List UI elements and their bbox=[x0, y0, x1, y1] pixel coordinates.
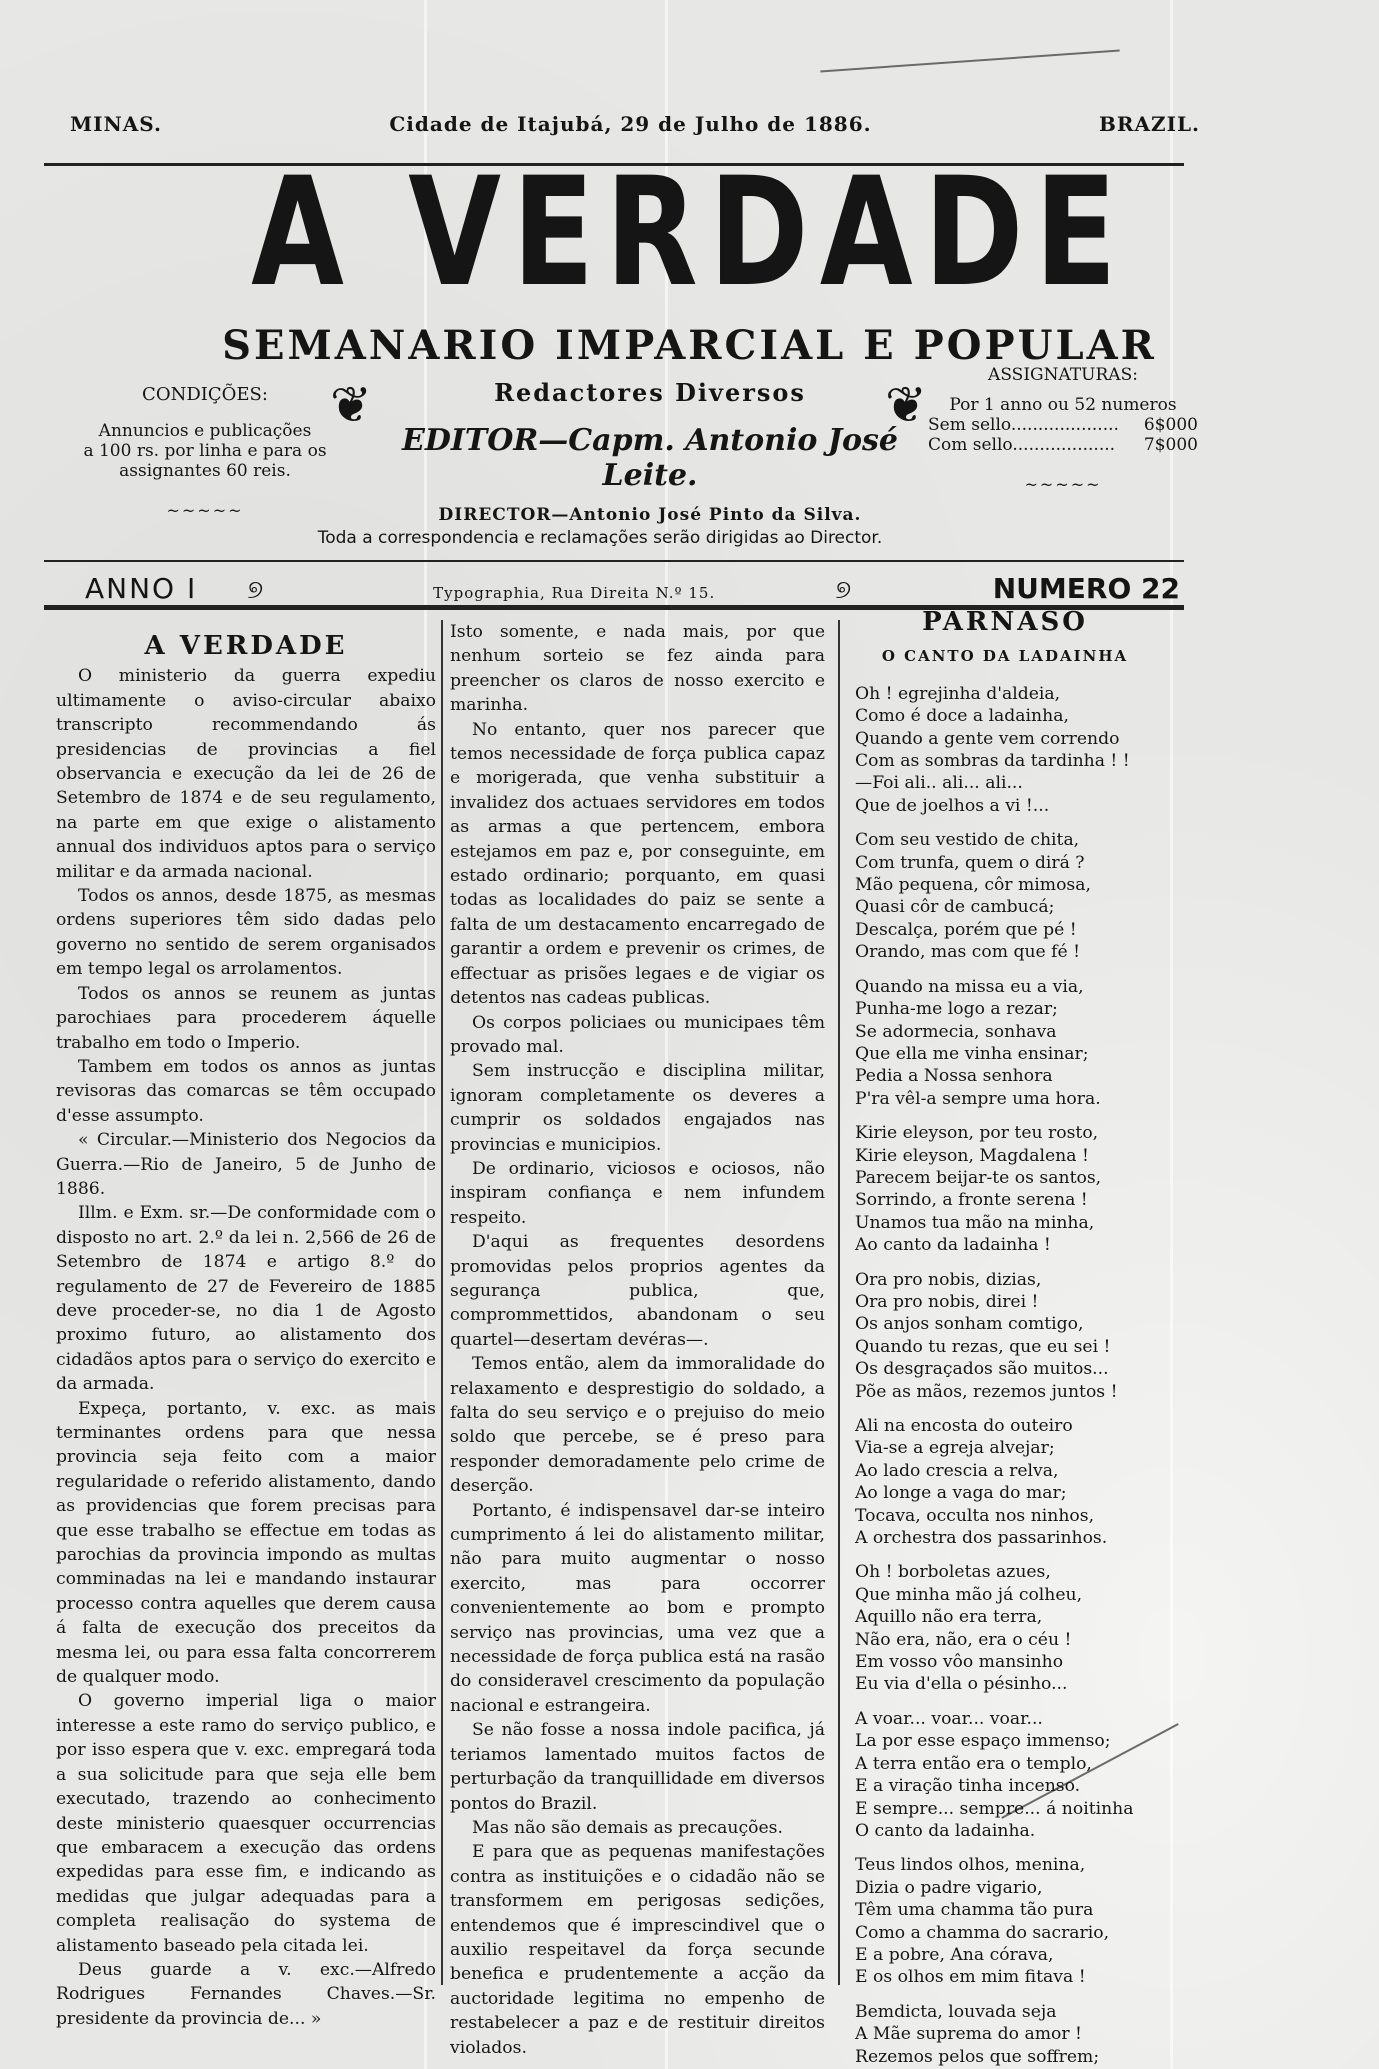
typography-address: Typographia, Rua Direita N.º 15. bbox=[433, 584, 716, 602]
subscription-row bbox=[928, 435, 1198, 455]
dateline bbox=[70, 112, 1200, 136]
conditions-line: assignantes 60 reis. bbox=[119, 461, 291, 481]
poem-line: A Mãe suprema do amor ! bbox=[855, 2024, 1082, 2045]
issue-bar bbox=[85, 572, 1180, 606]
poem-line: Oh ! borboletas azues, bbox=[855, 1562, 1051, 1583]
poem-line: Ora pro nobis, dizias, bbox=[855, 1269, 1042, 1290]
poem-line: E a pobre, Ana córava, bbox=[855, 1944, 1054, 1965]
article-paragraph: No entanto, quer nos parecer que temos necessidade de força publica capaz e morigerada, que venha substituir a invalidez dos actuaes servidores em todos as armas a que pertencem, embora estejamos em paz e, por conseguinte, em estado ordinario; porquanto, em quasi todas as localidades do paiz se sente a falta de um destacamento encarregado de garantir a ordem e prevenir os crimes, de effectuar as prisões legaes e de vigiar os detentos nas cadeas publicas. bbox=[450, 719, 825, 1009]
article-paragraph: Deus guarde a v. exc.—Alfredo Rodrigues Fernandes Chaves.—Sr. presidente da provincia de... » bbox=[56, 1959, 436, 2029]
subscriptions-block bbox=[928, 365, 1198, 495]
poem-stanza bbox=[855, 1561, 1155, 1695]
correspondence-notice: Toda a correspondencia e reclamações serão dirigidas ao Director. bbox=[317, 528, 883, 548]
poem-line: Se adormecia, sonhava bbox=[855, 1021, 1057, 1042]
poem-line: A orchestra dos passarinhos. bbox=[855, 1528, 1108, 1549]
poem-line: Sorrindo, a fronte serena ! bbox=[855, 1190, 1088, 1211]
dateline-left: MINAS. bbox=[70, 112, 162, 136]
poem-line: Kirie eleyson, por teu rosto, bbox=[855, 1123, 1099, 1144]
article-paragraph: Illm. e Exm. sr.—De conformidade com o disposto no art. 2.º da lei n. 2,566 de 26 de Setembro de 1874 e artigo 8.º do regulamento de 27 de Fevereiro de 1885 deve proceder-se, no dia 1 de Agosto proximo futuro, ao alistamento dos cidadãos aptos para o serviço do exercito e da armada. bbox=[56, 1203, 436, 1395]
dateline-right: BRAZIL. bbox=[1098, 112, 1200, 136]
swash-ornament-icon: ୭ bbox=[247, 575, 264, 605]
poem-stanza bbox=[855, 829, 1155, 963]
article-paragraph: Todos os annos, desde 1875, as mesmas ordens superiores têm sido dadas pelo governo no sentido de serem organisados em tempo legal os arrolamentos. bbox=[56, 886, 436, 980]
poem-line: Ora pro nobis, direi ! bbox=[855, 1291, 1039, 1312]
poem-line: O canto da ladainha. bbox=[855, 1820, 1036, 1841]
subscription-row bbox=[928, 415, 1198, 435]
masthead-title: A VERDADE bbox=[251, 146, 1128, 320]
poem-line: E sempre... sempre... á noitinha bbox=[855, 1798, 1134, 1819]
poem-line: Pedia a Nossa senhora bbox=[855, 1066, 1053, 1087]
poem-line: Que ella me vinha ensinar; bbox=[855, 1043, 1089, 1064]
poem-line: Com seu vestido de chita, bbox=[855, 830, 1080, 851]
poem-line: Teus lindos olhos, menina, bbox=[855, 1855, 1086, 1876]
poem-line: Orando, mas com que fé ! bbox=[855, 942, 1081, 963]
paper-tear bbox=[820, 50, 1119, 73]
column-separator bbox=[838, 620, 840, 1985]
poem-line: Punha-me logo a rezar; bbox=[855, 999, 1058, 1020]
masthead-subtitle: SEMANARIO IMPARCIAL E POPULAR bbox=[222, 322, 1157, 369]
poem-line: Bemdicta, louvada seja bbox=[855, 2001, 1057, 2022]
poem-line: Os desgraçados são muitos... bbox=[855, 1359, 1109, 1380]
poem-line: Em vosso vôo mansinho bbox=[855, 1652, 1064, 1673]
poem-line: Dizia o padre vigario, bbox=[855, 1877, 1043, 1898]
poem-stanza bbox=[855, 976, 1155, 1110]
article-paragraph: O governo imperial liga o maior interesse a este ramo do serviço publico, e por isso espera que v. exc. empregará toda a sua solicitude para que seja elle bem executado, trazendo ao conhecimento deste ministerio quaesquer occurrencias que embaracem a execução das ordens expedidas para esse fim, e indicando as medidas que julgar adequadas para a completa realisação do systema de alistamento baseado pela citada lei. bbox=[56, 1691, 436, 1956]
poem-line: Põe as mãos, rezemos juntos ! bbox=[855, 1381, 1118, 1402]
subscriptions-heading: ASSIGNATURAS: bbox=[988, 365, 1138, 385]
poem-line: —Foi ali.. ali... ali... bbox=[855, 773, 1023, 794]
conditions-line: Annuncios e publicações bbox=[98, 421, 312, 441]
poem-line: Que minha mão já colheu, bbox=[855, 1584, 1083, 1605]
issue-year: ANNO I bbox=[85, 572, 198, 605]
article-paragraph: Os corpos policiaes ou municipaes têm provado mal. bbox=[450, 1012, 825, 1057]
column-separator bbox=[441, 620, 443, 1985]
article-paragraph: Tambem em todos os annos as juntas revisoras das comarcas se têm occupado d'esse assumpto. bbox=[56, 1056, 436, 1126]
fleuron-ornament-icon: ❦ bbox=[885, 376, 927, 434]
poem-line: Mão pequena, côr mimosa, bbox=[855, 875, 1091, 896]
poem-stanza bbox=[855, 1708, 1155, 1842]
poem-stanza bbox=[855, 683, 1155, 817]
poem-line: Parecem beijar-te os santos, bbox=[855, 1167, 1102, 1188]
poem-line: Quasi côr de cambucá; bbox=[855, 897, 1055, 918]
poem-stanza bbox=[855, 1854, 1155, 1988]
article-column-1 bbox=[56, 631, 436, 2031]
article-paragraph: Mas não são demais as precauções. bbox=[472, 1817, 783, 1838]
article-paragraph: « Circular.—Ministerio dos Negocios da Guerra.—Rio de Janeiro, 5 de Junho de 1886. bbox=[56, 1130, 436, 1199]
poetry-column bbox=[855, 607, 1155, 2069]
poem-line: Ao lado crescia a relva, bbox=[855, 1460, 1059, 1481]
squiggle-ornament: ~~~~~ bbox=[1024, 475, 1102, 494]
poem-line: Com trunfa, quem o dirá ? bbox=[855, 852, 1085, 873]
article-paragraph: Isto somente, e nada mais, por que nenhum sorteio se fez ainda para preencher os claros de nosso exercito e marinha. bbox=[450, 622, 825, 716]
poem-line: A terra então era o templo, bbox=[855, 1753, 1092, 1774]
conditions-heading: CONDIÇÕES: bbox=[142, 384, 268, 405]
subscription-label: Sem sello.................... bbox=[928, 415, 1119, 435]
article-paragraph: Sem instrucção e disciplina militar, ignoram completamente os deveres a cumprir os soldados engajados nas provincias e municipios. bbox=[450, 1061, 825, 1155]
poem-line: Quando na missa eu a via, bbox=[855, 976, 1084, 997]
article-paragraph: E para que as pequenas manifestações contra as instituições e o cidadão não se transformem em perigosas sedições, entendemos que é imprescindivel que o auxilio respeitavel da força secunde benefica e prudentemente a acção da auctoridade legitima no empenho de restabelecer a paz e de restituir direitos violados. bbox=[450, 1842, 825, 2058]
poetry-section-heading: PARNASO bbox=[922, 607, 1088, 637]
article-column-2 bbox=[450, 620, 825, 2060]
poem-line: Quando tu rezas, que eu sei ! bbox=[855, 1336, 1111, 1357]
conditions-block bbox=[55, 385, 355, 521]
article-heading: A VERDADE bbox=[144, 631, 348, 661]
subscription-label: Com sello................... bbox=[928, 435, 1116, 455]
poem-line: Via-se a egreja alvejar; bbox=[855, 1438, 1055, 1459]
poem-line: Quando a gente vem correndo bbox=[855, 728, 1120, 749]
poem-body bbox=[855, 683, 1155, 2068]
scan-streak bbox=[1170, 0, 1173, 2069]
article-paragraph: Portanto, é indispensavel dar-se inteiro cumprimento á lei do alistamento militar, não para muito augmentar o nosso exercito, mas para occorrer convenientemente ao bom e prompto serviço nas provincias, uma vez que a necessidade de força publica está na rasão do consideravel crescimento da população nacional e estrangeira. bbox=[450, 1500, 825, 1716]
article-paragraph: De ordinario, viciosos e ociosos, não inspiram confiança e nem infundem respeito. bbox=[450, 1158, 825, 1228]
issue-number: NUMERO 22 bbox=[992, 572, 1180, 605]
poem-line: Kirie eleyson, Magdalena ! bbox=[855, 1145, 1089, 1166]
subscription-price: 7$000 bbox=[1143, 435, 1198, 455]
conditions-line: a 100 rs. por linha e para os bbox=[83, 441, 327, 461]
poem-line: Aquillo não era terra, bbox=[855, 1607, 1043, 1628]
poem-line: P'ra vêl-a sempre uma hora. bbox=[855, 1088, 1101, 1109]
poem-title: O CANTO DA LADAINHA bbox=[881, 647, 1129, 666]
poem-line: Ao longe a vaga do mar; bbox=[855, 1483, 1067, 1504]
poem-line: E os olhos em mim fitava ! bbox=[855, 1967, 1086, 1988]
poem-stanza bbox=[855, 1269, 1155, 1403]
director-line: DIRECTOR—Antonio José Pinto da Silva. bbox=[438, 505, 862, 525]
poem-line: Que de joelhos a vi !... bbox=[855, 795, 1050, 816]
poem-line: Unamos tua mão na minha, bbox=[855, 1212, 1095, 1233]
poem-line: Com as sombras da tardinha ! ! bbox=[855, 751, 1130, 772]
poem-line: Como é doce a ladainha, bbox=[855, 706, 1069, 727]
poem-line: Descalça, porém que pé ! bbox=[855, 919, 1077, 940]
poem-line: E a viração tinha incenso. bbox=[855, 1776, 1081, 1797]
poem-line: Eu via d'ella o pésinho... bbox=[855, 1674, 1068, 1695]
squiggle-ornament: ~~~~~ bbox=[166, 501, 244, 520]
staff-block bbox=[380, 378, 920, 525]
poem-stanza bbox=[855, 1122, 1155, 1256]
swash-ornament-icon: ୭ bbox=[835, 575, 852, 605]
poem-line: Ao canto da ladainha ! bbox=[855, 1235, 1051, 1256]
article-paragraph: Se não fosse a nossa indole pacifica, já teriamos lamentado muitos factos de perturbação da tranquillidade em diversos pontos do Brazil. bbox=[450, 1720, 825, 1814]
fleuron-ornament-icon: ❦ bbox=[330, 376, 372, 434]
article-paragraph: D'aqui as frequentes desordens promovidas pelos proprios agentes da segurança publica, que, comprommettidos, abandonam o seu quartel—desertam devéras—. bbox=[450, 1232, 825, 1350]
poem-line: Ali na encosta do outeiro bbox=[855, 1416, 1073, 1436]
rule-above-issue bbox=[44, 560, 1184, 562]
poem-line: Os anjos sonham comtigo, bbox=[855, 1314, 1084, 1335]
redactors-line: Redactores Diversos bbox=[494, 378, 806, 407]
poem-line: Oh ! egrejinha d'aldeia, bbox=[855, 683, 1061, 704]
poem-line: La por esse espaço immenso; bbox=[855, 1731, 1111, 1752]
dateline-center: Cidade de Itajubá, 29 de Julho de 1886. bbox=[389, 112, 872, 136]
subscription-price: 6$000 bbox=[1143, 415, 1198, 435]
poem-line: Não era, não, era o céu ! bbox=[855, 1629, 1072, 1650]
article-paragraph: Expeça, portanto, v. exc. as mais terminantes ordens para que nessa provincia seja feito com a maior regularidade o referido alistamento, dando as providencias que forem precisas para que esse trabalho se effectue em todas as parochias da provincia impondo as multas comminadas na lei e mandando instaurar processo contra aquelles que derem causa á falta de execução dos preceitos da mesma lei, ou para essa falta concorrerem de qualquer modo. bbox=[56, 1398, 436, 1688]
article-paragraph: Todos os annos se reunem as juntas parochiaes para procederem áquelle trabalho em todo o Imperio. bbox=[56, 983, 436, 1053]
poem-line: Rezemos pelos que soffrem; bbox=[855, 2046, 1100, 2067]
poem-line: A voar... voar... voar... bbox=[855, 1708, 1043, 1729]
poem-stanza bbox=[855, 2001, 1155, 2068]
poem-stanza bbox=[855, 1415, 1155, 1549]
poem-line: Têm uma chamma tão pura bbox=[855, 1900, 1094, 1921]
poem-line: Tocava, occulta nos ninhos, bbox=[855, 1505, 1095, 1526]
article-paragraph: Temos então, alem da immoralidade do relaxamento e desprestigio do soldado, a falta do seu serviço e o prejuiso do meio soldo que percebe, se é preso para responder demoradamente pelo crime de deserção. bbox=[450, 1354, 825, 1497]
subscriptions-line: Por 1 anno ou 52 numeros bbox=[949, 395, 1177, 415]
poem-line: Como a chamma do sacrario, bbox=[855, 1922, 1110, 1943]
editor-line: EDITOR—Capm. Antonio José Leite. bbox=[401, 423, 899, 493]
article-paragraph: O ministerio da guerra expediu ultimamente o aviso-circular abaixo transcripto recommendando ás presidencias de provincias a fiel observancia e execução da lei de 26 de Setembro de 1874 e de seu regulamento, na parte em que exige o alistamento annual dos individuos aptos para o serviço militar e da armada nacional. bbox=[56, 666, 436, 882]
